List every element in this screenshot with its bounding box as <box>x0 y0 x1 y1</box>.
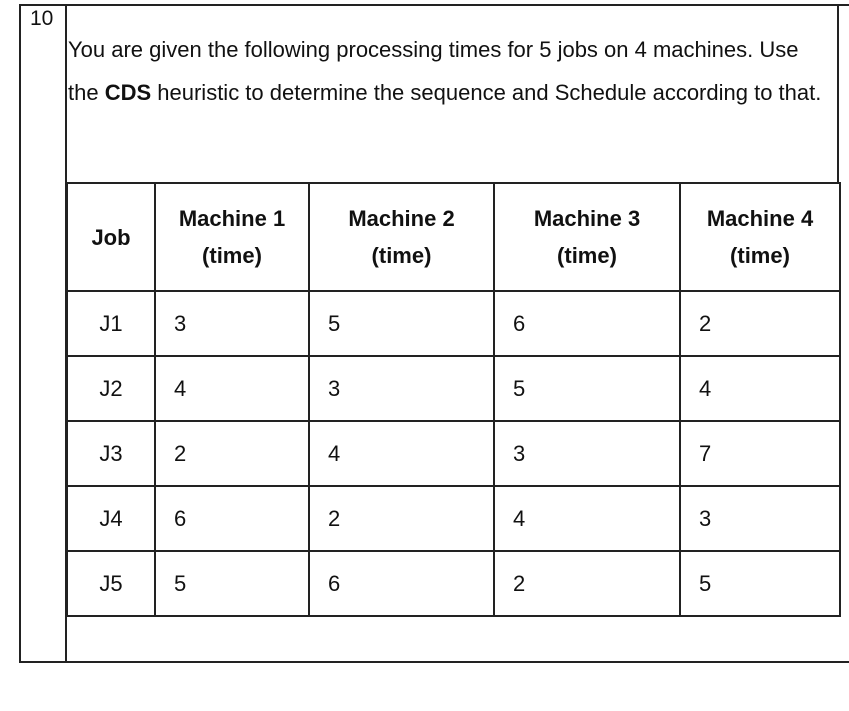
job-cell: J3 <box>67 421 155 486</box>
job-cell: J5 <box>67 551 155 616</box>
table-row <box>67 356 840 421</box>
outer-right-border <box>837 4 839 182</box>
job-column-header: Job <box>67 183 155 291</box>
time-cell: 2 <box>155 421 309 486</box>
time-cell: 4 <box>680 356 840 421</box>
question-text <box>68 28 828 114</box>
time-cell: 6 <box>494 291 680 356</box>
time-cell: 2 <box>309 486 494 551</box>
table-row <box>67 551 840 616</box>
time-cell: 5 <box>309 291 494 356</box>
time-cell: 3 <box>155 291 309 356</box>
machine-4-header: Machine 4 (time) <box>680 183 840 291</box>
time-cell: 5 <box>680 551 840 616</box>
table-row <box>67 421 840 486</box>
time-cell: 3 <box>309 356 494 421</box>
time-cell: 4 <box>309 421 494 486</box>
time-cell: 6 <box>309 551 494 616</box>
time-cell: 3 <box>680 486 840 551</box>
time-cell: 2 <box>680 291 840 356</box>
machine-1-header: Machine 1 (time) <box>155 183 309 291</box>
outer-bottom-border <box>19 661 849 663</box>
time-cell: 3 <box>494 421 680 486</box>
time-cell: 6 <box>155 486 309 551</box>
question-text-start: You are given the following processing times for 5 jobs on 4 machines. Use the <box>68 37 799 105</box>
outer-left-border <box>19 4 21 663</box>
processing-times-table <box>66 182 841 617</box>
table-row <box>67 486 840 551</box>
machine-3-header: Machine 3 (time) <box>494 183 680 291</box>
question-number: 10 <box>30 7 54 30</box>
table-row <box>67 291 840 356</box>
time-cell: 5 <box>155 551 309 616</box>
job-cell: J2 <box>67 356 155 421</box>
table-header-row <box>67 183 840 291</box>
cds-keyword: CDS <box>104 80 152 105</box>
time-cell: 2 <box>494 551 680 616</box>
job-cell: J1 <box>67 291 155 356</box>
time-cell: 4 <box>494 486 680 551</box>
time-cell: 5 <box>494 356 680 421</box>
machine-2-header: Machine 2 (time) <box>309 183 494 291</box>
job-cell: J4 <box>67 486 155 551</box>
question-text-end: heuristic to determine the sequence and Schedule according to that. <box>151 80 822 105</box>
time-cell: 4 <box>155 356 309 421</box>
outer-top-border <box>19 4 849 6</box>
time-cell: 7 <box>680 421 840 486</box>
